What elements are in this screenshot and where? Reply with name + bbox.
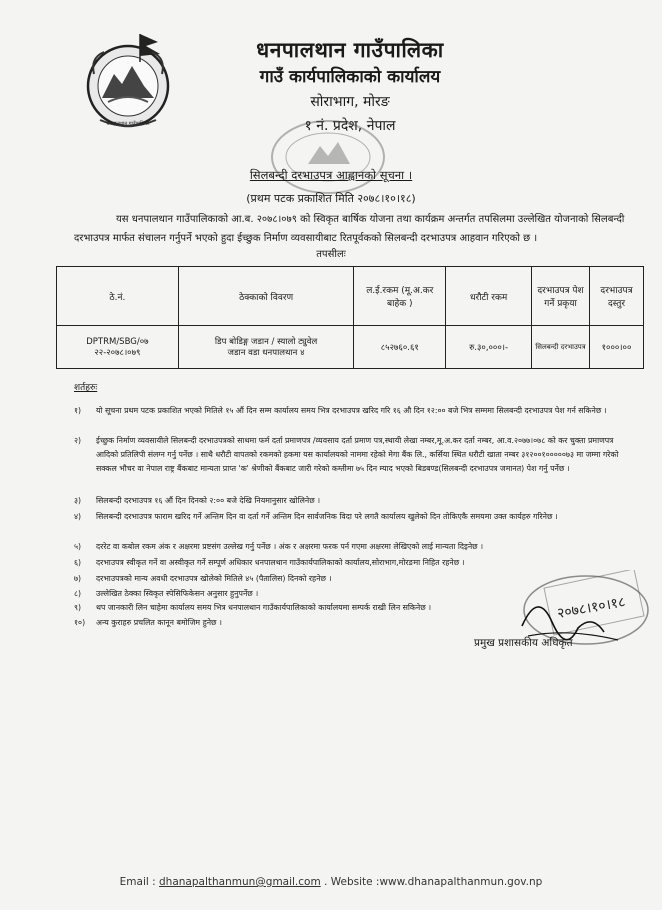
condition-text: ईच्छुक निर्माण व्यवसायीले सिलबन्दी दरभाउपत्रको साथमा फर्म दर्ता प्रमाणपत्र /व्यवसाय दर्ता प्रमाण पत्र,स्थायी लेखा नम्बर,मू.अ.कर दर्ता नम्बर, आ.व.२०७७।०७८ को कर चुक्ता प्रमाणपत्र आदिको प्रतिलिपी संलग्न गर्नु पर्नेछ । साथै धरौटी वापतको रकमको हकमा यस कार्यालयको नाममा रहेको मेगा बैंक लि., कर्सिया स्थित धरौटी खाता नम्बर ३१२००१०००००७३ मा जम्मा गरेको सक्कल भौचर वा नेपाल राष्ट्र बैंकबाट मान्यता प्राप्त 'क' श्रेणीको बैंकबाट जारी गरेको कम्तीमा ७५ दिन म्याद भएको बिडबण्ड(सिलबन्दी दरभाउपत्र जमानत) पेश गर्नु पर्नेछ । [96,436,619,473]
schedule-label: तपसीलः [316,249,346,260]
condition-number: ५) [74,542,82,551]
description-line1: डिप बोडिङ्ग जडान / स्यालो ट्युवेल [214,337,318,347]
condition-text: सिलबन्दी दरभाउपत्र फाराम खरिद गर्ने अन्तिम दिन वा दर्ता गर्ने अन्तिम दिन सार्वजनिक विदा परे लगतै कार्यालय खुलेको दिन तोकिएकै समयमा उक्त कार्यहरु गरिनेछ । [96,512,558,521]
condition-number: ७) [74,574,82,583]
condition-item [74,510,634,524]
contact-footer [0,876,662,888]
website-link[interactable]: www.dhanapalthanmun.gov.np [379,876,543,888]
cell-contract-no [57,326,179,369]
condition-number: ६) [74,558,82,567]
condition-text: उल्लेखित ठेक्का स्विकृत स्पेसिफिकेसन अनुसार हुनुपर्नेछ । [96,589,259,598]
condition-text: सिलबन्दी दरभाउपत्र १६ औं दिन दिनको २:०० बजे देखि नियमानुसार खोलिनेछ । [96,496,321,505]
cell-fee: १०००।०० [590,326,644,369]
province-name: १ नं. प्रदेश, नेपाल [304,118,396,134]
col-estimate: ल.ई.रकम (मू.अ.कर बाहेक ) [354,267,446,326]
contract-no-line1: DPTRM/SBG/०७ [86,337,149,347]
conditions-title: शर्तहरुः [74,383,98,393]
office-name: गाउँ कार्यपालिकाको कार्यालय [259,67,441,87]
stamp-date: २०७८।१०।१८ [556,594,627,622]
condition-number: ३) [74,496,82,505]
website-label: . Website : [320,876,380,888]
table-header-row [57,267,644,326]
condition-number: १) [74,406,82,415]
publication-date: (प्रथम पटक प्रकाशित मिति २०७८।१०।१८) [246,192,416,205]
description-line2: जडान वडा धनपालथान ४ [227,348,305,358]
condition-item [74,540,634,554]
condition-text: दरभाउपत्रको मान्य अवधी दरभाउपत्र खोलेको मितिले ४५ (पैतालिस) दिनको रहनेछ । [96,574,332,583]
col-fee: दरभाउपत्र दस्तुर [590,267,644,326]
cell-deposit: रु.३०,०००।- [446,326,532,369]
emblem-caption: धनपालथान गाउँपालिका [106,121,150,127]
condition-item [74,556,634,570]
col-contract-no: ठे.नं. [57,267,179,326]
cell-estimate: ८५२७६०.६१ [354,326,446,369]
condition-number: ८) [74,589,82,598]
condition-number: १०) [74,618,86,627]
tender-table [56,266,644,369]
notice-title: सिलबन्दी दरभाउपत्र आह्वानको सूचना । [249,168,413,182]
condition-item [74,494,634,508]
municipality-name: धनपालथान गाउँपालिका [256,38,444,62]
condition-text: थप जानकारी लिन चाहेमा कार्यालय समय भित्र धनपालथान गाउँकार्यपालिकाको कार्यालयमा सम्पर्क राखी लिन सकिनेछ । [96,603,432,612]
table-row [57,326,644,369]
office-location: सोराभाग, मोरङ [310,94,390,110]
condition-text: दररेट वा कबोल रकम अंक र अक्षरमा प्रष्टसंग उल्लेख गर्नु पर्नेछ । अंक र अक्षरमा फरक पर्न गएमा अक्षरमा लेखिएको लाई मान्यता दिइनेछ । [96,542,484,551]
condition-item [74,404,634,418]
cell-process: सिलबन्दी दरभाउपत्र [532,326,590,369]
col-process: दरभाउपत्र पेश गर्ने प्रकृया [532,267,590,326]
condition-number: ९) [74,603,82,612]
condition-number: २) [74,436,82,445]
col-description: ठेक्काको विवरण [178,267,354,326]
condition-text: दरभाउपत्र स्वीकृत गर्ने वा अस्वीकृत गर्ने सम्पूर्ण अधिकार धनपालथान गाउँकार्यपालिकाको कार्यालय,सोराभाग,मोरङमा निहित रहनेछ । [96,558,465,567]
col-deposit: धरौटी रकम [446,267,532,326]
condition-text: यो सूचना प्रथम पटक प्रकाशित भएको मितिले १५ औं दिन सम्म कार्यालय समय भित्र दरभाउपत्र खरिद गरि १६ औ दिन १२:०० बजे भित्र सम्ममा सिलबन्दी दरभाउपत्र पेश गर्न सकिनेछ । [96,406,607,415]
email-link[interactable]: dhanapalthanmun@gmail.com [159,876,321,888]
contract-no-line2: २२-२०७८।०७९ [94,348,141,358]
notice-body: यस धनपालथान गाउँपालिकाको आ.ब. २०७८।०७९ को स्विकृत बार्षिक योजना तथा कार्यक्रम अन्तर्गत तपसिलमा उल्लेखित योजनाको सिलबन्दी दरभाउपत्र मार्फत संचालन गर्नुपर्ने भएको हुदा ईच्छुक निर्माण व्यवसायीबाट रितपूर्वकको सिलबन्दी दरभाउपत्र आहवान गरिएको छ । [74,214,625,244]
signature-stamp-icon [508,570,658,670]
cell-description [178,326,354,369]
condition-number: ४) [74,512,82,521]
government-emblem-icon [82,28,174,132]
condition-text: अन्य कुराहरु प्रचलित कानून बमोजिम हुनेछ । [96,618,222,627]
email-label: Email : [119,876,160,888]
office-seal-icon [268,118,388,196]
condition-item [74,434,634,476]
signatory-title: प्रमुख प्रशासकीय अधिकृत [474,637,573,649]
